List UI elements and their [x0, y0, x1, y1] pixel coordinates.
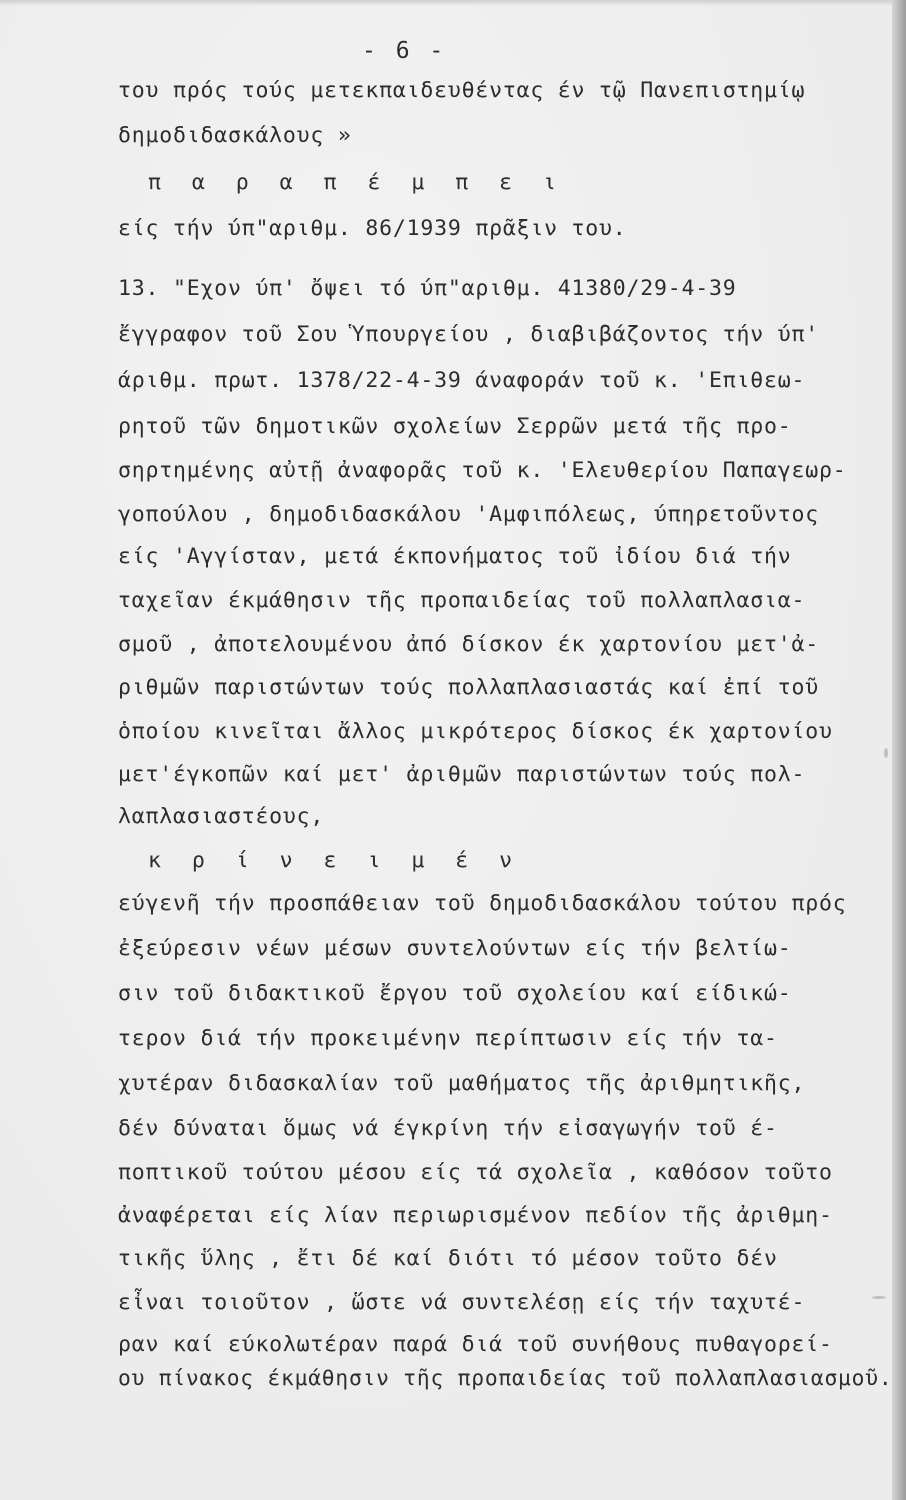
- text-line-21: σιν τοῦ διδακτικοῦ ἔργου τοῦ σχολείου καί είδικώ-: [118, 981, 792, 1006]
- page-mark: [872, 1296, 886, 1299]
- text-line-30: ου πίνακος έκμάθησιν τῆς προπαιδείας τοῦ πολλαπλασιασμοῦ.: [118, 1366, 893, 1391]
- page-number: - 6 -: [362, 38, 447, 64]
- text-line-13: σμοῦ , ἀποτελουμένου ἀπό δίσκον έκ χαρτονίου μετ'ἀ-: [118, 632, 819, 657]
- text-line-3-paraempei: π α ρ α π έ μ π ε ι: [148, 170, 565, 195]
- text-line-12: ταχεῖαν έκμάθησιν τῆς προπαιδείας τοῦ πολλαπλασια-: [118, 588, 806, 613]
- text-line-8: ρητοῦ τῶν δημοτικῶν σχολείων Σερρῶν μετά τῆς προ-: [118, 414, 792, 439]
- text-line-5-item-13: 13. "Εχον ύπ' ὄψει τό ύπ"αριθμ. 41380/29-4-39: [118, 276, 737, 301]
- text-line-24: δέν δύναται ὅμως νά έγκρίνη τήν εἰσαγωγήν τοῦ έ-: [118, 1116, 778, 1141]
- text-line-27: τικῆς ὕλης , ἔτι δέ καί διότι τό μέσον τοῦτο δέν: [118, 1246, 778, 1271]
- text-line-14: ριθμῶν παριστώντων τούς πολλαπλασιαστάς καί ἐπί τοῦ: [118, 675, 819, 700]
- text-line-15: ὁποίου κινεῖται ἄλλος μικρότερος δίσκος έκ χαρτονίου: [118, 719, 833, 744]
- text-line-28: εἶναι τοιοῦτον , ὥστε νά συντελέσῃ είς τήν ταχυτέ-: [118, 1290, 806, 1315]
- page-mark: [884, 748, 888, 758]
- text-line-26: ἀναφέρεται είς λίαν περιωρισμένον πεδίον τῆς ἀριθμη-: [118, 1203, 833, 1228]
- text-line-6: ἔγγραφον τοῦ Σου Ὑπουργείου , διαβιβάζοντος τήν ύπ': [118, 322, 819, 347]
- text-line-11: είς 'Αγγίσταν, μετά έκπονήματος τοῦ ἰδίου διά τήν: [118, 544, 792, 569]
- text-line-29: ραν καί εύκολωτέραν παρά διά τοῦ συνήθους πυθαγορεί-: [118, 1332, 833, 1357]
- page-right-edge: [892, 0, 906, 1500]
- text-line-16: μετ'έγκοπῶν καί μετ' ἀριθμῶν παριστώντων τούς πολ-: [118, 762, 806, 787]
- text-line-22: τερον διά τήν προκειμένην περίπτωσιν είς τήν τα-: [118, 1026, 778, 1051]
- text-line-19: εύγενῆ τήν προσπάθειαν τοῦ δημοδιδασκάλου τούτου πρός: [118, 891, 847, 916]
- text-line-2: δημοδιδασκάλους »: [118, 123, 352, 148]
- text-line-1: του πρός τούς μετεκπαιδευθέντας έν τῷ Πανεπιστημίῳ: [118, 78, 806, 103]
- text-line-25: ποπτικοῦ τούτου μέσου είς τά σχολεῖα , καθόσον τοῦτο: [118, 1160, 833, 1185]
- text-line-9: σηρτημένης αὐτῇ ἀναφορᾶς τοῦ κ. 'Ελευθερίου Παπαγεωρ-: [118, 458, 847, 483]
- text-line-20: ἐξεύρεσιν νέων μέσων συντελούντων είς τήν βελτίω-: [118, 936, 792, 961]
- text-line-10: γοπούλου , δημοδιδασκάλου 'Αμφιπόλεως, ύπηρετοῦντος: [118, 502, 819, 527]
- text-line-18-krinei-men: κ ρ ί ν ε ι μ έ ν: [148, 848, 522, 873]
- text-line-4: είς τήν ύπ"αριθμ. 86/1939 πρᾶξιν του.: [118, 216, 627, 241]
- text-line-17: λαπλασιαστέους,: [118, 804, 325, 829]
- text-line-23: χυτέραν διδασκαλίαν τοῦ μαθήματος τῆς ἀριθμητικῆς,: [118, 1071, 806, 1096]
- text-line-7: άριθμ. πρωτ. 1378/22-4-39 άναφοράν τοῦ κ. 'Επιθεω-: [118, 368, 806, 393]
- page-top-shadow: [0, 0, 906, 6]
